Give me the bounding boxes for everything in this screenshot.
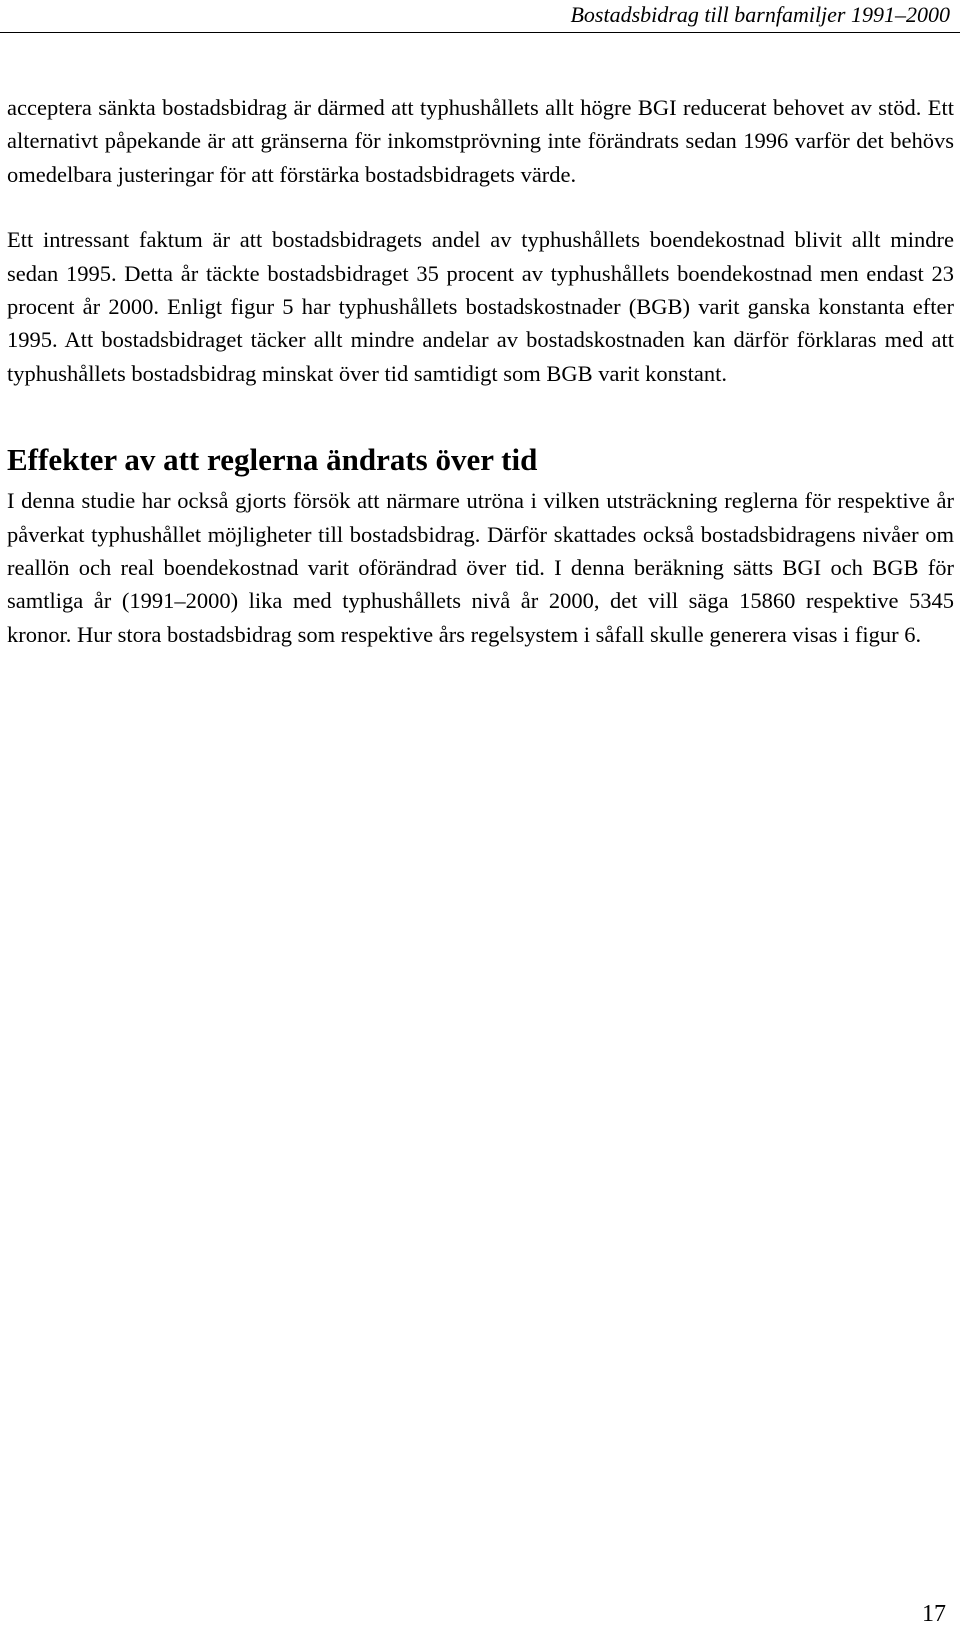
body-paragraph-1: acceptera sänkta bostadsbidrag är därmed att typhushållets allt högre BGI reducerat behovet av stöd. Ett alternativt påpekande är att gränserna för inkomstprövning inte förändrats sedan 1996 varför det behövs omedelbara justeringar för att förstärka bostadsbidragets värde. <box>7 95 954 187</box>
running-header <box>0 0 960 33</box>
page-body <box>7 91 954 651</box>
section-paragraph: I denna studie har också gjorts försök att närmare utröna i vilken utsträckning reglerna för respektive år påverkat typhushållet möjligheter till bostadsbidrag. Därför skattades också bostadsbidragens nivåer om reallön och real boendekostnad varit oförändrad över tid. I denna beräkning sätts BGI och BGB för samtliga år (1991–2000) lika med typhushållets nivå år 2000, det vill säga 15860 respektive 5345 kronor. Hur stora bostadsbidrag som respektive års regelsystem i såfall skulle generera visas i figur 6. <box>7 488 954 647</box>
page-number: 17 <box>922 1601 946 1627</box>
body-paragraph-2: Ett intressant faktum är att bostadsbidragets andel av typhushållets boendekostnad blivit allt mindre sedan 1995. Detta år täckte bostadsbidraget 35 procent av typhushållets boendekostnad men endast 23 procent år 2000. Enligt figur 5 har typhushållets bostadskostnader (BGB) varit ganska konstanta efter 1995. Att bostadsbidraget täcker allt mindre andelar av bostadskostnaden kan därför förklaras med att typhushållets bostadsbidrag minskat över tid samtidigt som BGB varit konstant. <box>7 227 954 386</box>
running-title: Bostadsbidrag till barnfamiljer 1991–2000 <box>570 2 950 27</box>
section-heading: Effekter av att reglerna ändrats över tid <box>7 442 538 478</box>
